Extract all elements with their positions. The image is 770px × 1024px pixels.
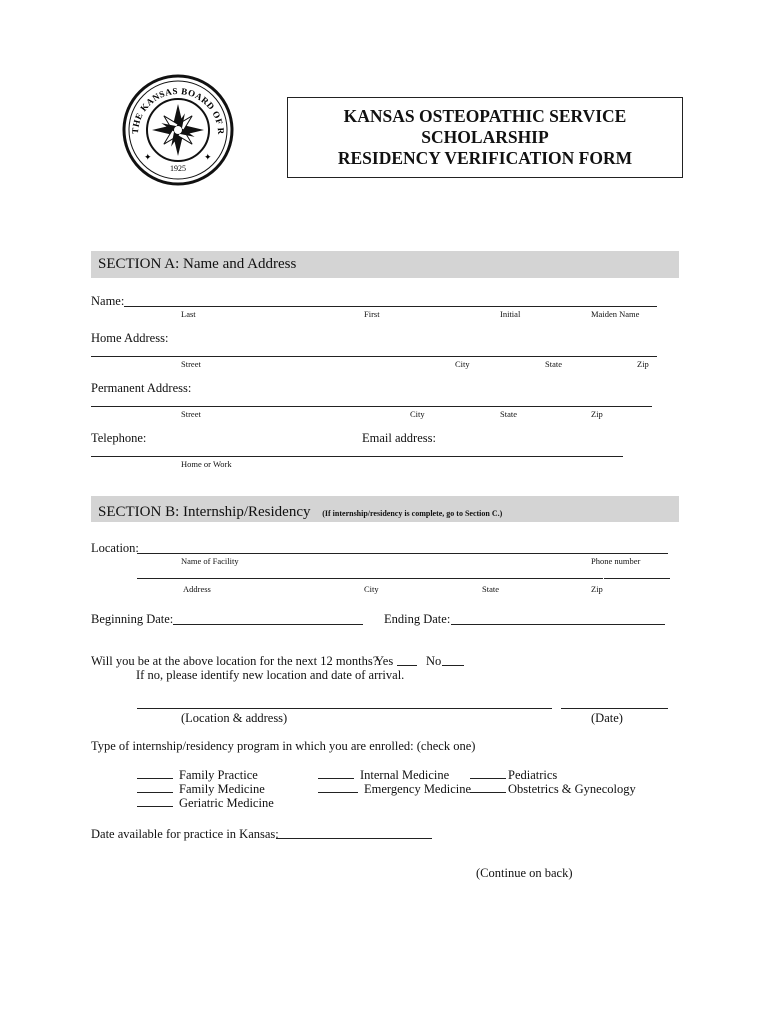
section-a-title: SECTION A: Name and Address xyxy=(98,256,297,272)
name-label: Name: xyxy=(91,294,125,308)
yes-blank[interactable] xyxy=(397,665,417,666)
section-b-note: (If internship/residency is complete, go to Section C.) xyxy=(322,509,503,518)
section-a-header xyxy=(91,251,679,278)
home-sub-state: State xyxy=(545,359,562,369)
location-address-field[interactable] xyxy=(137,578,603,579)
yes-label: Yes xyxy=(375,654,394,668)
no-blank[interactable] xyxy=(442,665,464,666)
addr-sub-state: State xyxy=(482,584,499,594)
phone-sub-label: Home or Work xyxy=(181,459,232,469)
if-no-instruction: If no, please identify new location and date of arrival. xyxy=(136,668,405,682)
date-available-label: Date available for practice in Kansas: xyxy=(91,827,279,841)
beginning-date-label: Beginning Date: xyxy=(91,612,174,626)
addr-sub-city: City xyxy=(364,584,379,594)
addr-sub-address: Address xyxy=(183,584,211,594)
ending-date-field[interactable] xyxy=(451,624,665,625)
perm-sub-zip: Zip xyxy=(591,409,603,419)
board-of-regents-seal xyxy=(122,74,234,186)
beginning-date-field[interactable] xyxy=(173,624,363,625)
home-sub-city: City xyxy=(455,359,470,369)
title-line-2: SCHOLARSHIP xyxy=(421,127,549,147)
program-family-medicine[interactable]: Family Medicine xyxy=(137,781,265,797)
perm-sub-street: Street xyxy=(181,409,201,419)
program-family-practice[interactable]: Family Practice xyxy=(137,767,258,783)
perm-sub-city: City xyxy=(410,409,425,419)
continue-on-back: (Continue on back) xyxy=(476,866,573,880)
program-internal-medicine[interactable]: Internal Medicine xyxy=(318,767,449,783)
home-address-field[interactable] xyxy=(91,356,657,357)
facility-field[interactable] xyxy=(137,553,668,554)
home-sub-street: Street xyxy=(181,359,201,369)
program-geriatric-medicine[interactable]: Geriatric Medicine xyxy=(137,795,274,811)
section-b-title: SECTION B: Internship/Residency xyxy=(98,504,311,520)
telephone-email-field[interactable] xyxy=(91,456,623,457)
seal-text: THE KANSAS BOARD OF R xyxy=(129,85,227,136)
name-sub-last: Last xyxy=(181,309,196,319)
home-address-label: Home Address: xyxy=(91,331,169,345)
phone-number-sub: Phone number xyxy=(591,556,641,566)
facility-sub: Name of Facility xyxy=(181,556,239,566)
program-emergency-medicine[interactable]: Emergency Medicine xyxy=(318,781,471,797)
name-sub-first: First xyxy=(364,309,380,319)
date-sub: (Date) xyxy=(591,711,623,725)
permanent-address-field[interactable] xyxy=(91,406,652,407)
program-pediatrics[interactable]: Pediatrics xyxy=(470,767,557,783)
twelve-months-question: Will you be at the above location for the next 12 months? xyxy=(91,654,379,668)
section-b-header xyxy=(91,496,679,522)
telephone-label: Telephone: xyxy=(91,431,147,445)
svg-text:✦: ✦ xyxy=(144,152,152,162)
location-address-sub: (Location & address) xyxy=(181,711,288,725)
name-sub-initial: Initial xyxy=(500,309,521,319)
svg-text:✦: ✦ xyxy=(204,152,212,162)
no-label: No xyxy=(426,654,442,668)
home-sub-zip: Zip xyxy=(637,359,649,369)
date-available-field[interactable] xyxy=(276,838,432,839)
name-sub-maiden: Maiden Name xyxy=(591,309,640,319)
ending-date-label: Ending Date: xyxy=(384,612,451,626)
program-type-label: Type of internship/residency program in which you are enrolled: (check one) xyxy=(91,739,476,753)
title-line-3: RESIDENCY VERIFICATION FORM xyxy=(337,148,633,168)
addr-sub-zip: Zip xyxy=(591,584,603,594)
form-title xyxy=(287,97,683,178)
new-date-field[interactable] xyxy=(561,708,668,709)
location-label: Location: xyxy=(91,541,139,555)
program-obstetrics-gynecology[interactable]: Obstetrics & Gynecology xyxy=(470,781,636,797)
new-location-field[interactable] xyxy=(137,708,552,709)
name-field[interactable] xyxy=(124,306,657,307)
phone-number-field[interactable] xyxy=(604,578,670,579)
email-label: Email address: xyxy=(362,431,436,445)
seal-year: 1925 xyxy=(170,164,186,173)
perm-sub-state: State xyxy=(500,409,517,419)
title-line-1: KANSAS OSTEOPATHIC SERVICE xyxy=(343,106,627,126)
permanent-address-label: Permanent Address: xyxy=(91,381,192,395)
